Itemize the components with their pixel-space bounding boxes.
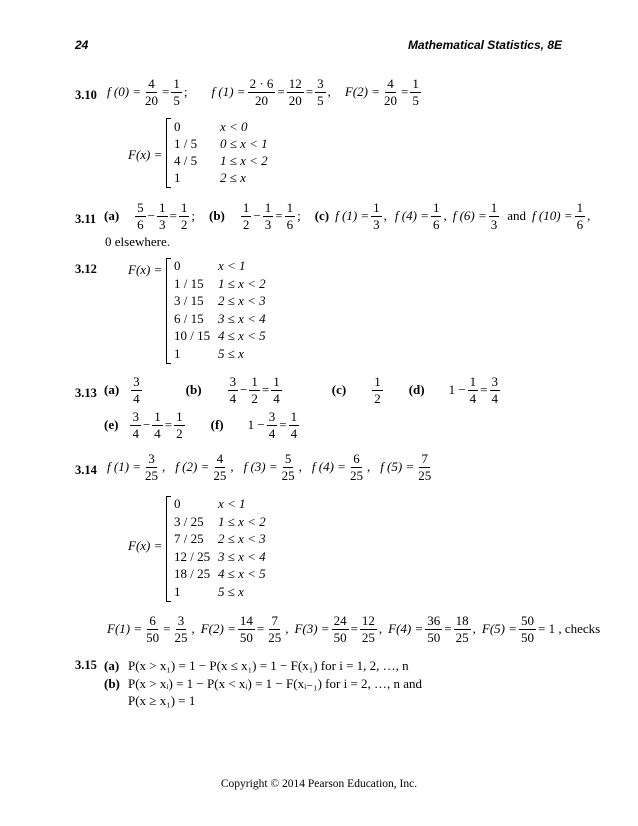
cdf-fraction	[144, 614, 161, 644]
cdf-row-value: 7 / 25	[174, 531, 204, 546]
cdf-value-lhs: F(1) =	[107, 621, 143, 636]
cdf-fraction-reduced	[172, 614, 189, 644]
p311-line2: 0 elsewhere.	[105, 234, 170, 249]
p315-b-text2: P(x ≥ x₁) = 1	[128, 693, 196, 708]
numerator: 6	[149, 612, 156, 628]
problem-number-3-10: 3.10	[75, 88, 97, 102]
separator: ,	[378, 621, 383, 636]
numerator: 18	[455, 612, 469, 628]
problem-number-3-15: 3.15	[75, 658, 97, 672]
pmf-fraction	[416, 452, 433, 482]
cdf-row-condition: 2 ≤ x < 3	[218, 293, 266, 308]
p313-label-d: (d)	[408, 382, 425, 397]
separator: ,	[162, 459, 166, 474]
numerator: 3	[177, 612, 185, 628]
p310-F2-frac: $\frac{4}{20}$	[383, 75, 397, 108]
p311-label-b: (b)	[208, 208, 225, 223]
cdf-row-condition: 4 ≤ x < 5	[218, 566, 266, 581]
numerator: 24	[333, 612, 347, 628]
cdf-row-value: 3 / 25	[174, 513, 204, 529]
cdf-row-condition: 3 ≤ x < 4	[218, 548, 266, 564]
cdf-row-value: 1	[174, 170, 181, 185]
p310-pmf-line: f (0) = $\frac{4}{20}$ = $\frac{1}{5}$ ; f (1) = $\frac{2 \cdot 6}{20}$ = $\frac{12}{20}$ = $\frac{3}{5}$ , F(2) = $\frac{4}{20}$ = $\frac{1}{5}$	[107, 75, 419, 108]
cdf-value-lhs: F(2) =	[200, 621, 236, 636]
page-number: 24	[75, 38, 89, 52]
separator: ,	[191, 621, 195, 636]
cdf-row-value: 18 / 25	[174, 566, 211, 581]
denominator: 50	[239, 629, 253, 645]
pmf-fraction	[280, 452, 297, 482]
copyright-footer: Copyright © 2014 Pearson Education, Inc.	[220, 778, 418, 790]
cdf-row-value: 4 / 5	[174, 153, 198, 168]
denominator: 25	[281, 467, 295, 483]
cdf-row-value: 6 / 15	[174, 310, 204, 326]
p315-b-text: P(x > xᵢ) = 1 − P(x < xᵢ) = 1 − F(xᵢ₋₁) for i = 2, …, n and	[128, 676, 423, 691]
pmf-fraction	[143, 452, 160, 482]
cdf-value-lhs: F(4) =	[388, 621, 424, 636]
cdf-row-value: 0	[174, 258, 181, 273]
cdf-row-condition: 2 ≤ x < 3	[218, 531, 266, 546]
p311-label-c: (c)	[314, 208, 330, 223]
cdf-fraction	[425, 614, 442, 644]
denominator: 50	[146, 629, 160, 645]
cdf-fraction-reduced	[454, 614, 471, 644]
cdf-row-condition: 1 ≤ x < 2	[218, 513, 266, 529]
p310-brace	[166, 118, 171, 188]
p310-F2-result: $\frac{1}{5}$	[412, 75, 419, 108]
p310-F2-lhs: F(2) =	[344, 84, 380, 99]
p314-cdf-values-line	[107, 614, 600, 644]
cdf-row-value: 1	[174, 345, 181, 361]
numerator: 14	[239, 612, 253, 628]
p313-label-b: (b)	[185, 382, 202, 397]
p313-label-a: (a)	[104, 382, 120, 397]
p314-cdf-lhs: F(x) =	[128, 538, 163, 553]
denominator: 25	[349, 467, 363, 483]
p310-f1-frac: $\frac{2 \cdot 6}{20}$	[249, 75, 274, 108]
p313-line1: (a) $\frac{3}{4}$ (b) $\frac{3}{4}$ − $\frac{1}{2}$ = $\frac{1}{4}$ (c) $\frac{1}{2}$ (d) 1 − $\frac{1}{4}$ = $\frac{3}{4}$	[104, 373, 499, 406]
denominator: 25	[455, 629, 469, 645]
p313-label-c: (c)	[331, 382, 347, 397]
cdf-row-condition: x < 0	[220, 119, 248, 134]
separator: ,	[472, 621, 476, 636]
equals: =	[256, 621, 265, 636]
separator: ,	[298, 459, 302, 474]
denominator: 25	[213, 467, 227, 483]
F5-tail: = 1 , checks	[538, 621, 601, 636]
cdf-row-value: 1	[174, 583, 181, 599]
numerator: 3	[148, 450, 155, 466]
numerator: 6	[353, 450, 360, 466]
numerator: 36	[427, 612, 441, 628]
denominator: 50	[427, 629, 441, 645]
problem-number-3-11: 3.11	[75, 212, 97, 226]
numerator: 7	[421, 450, 428, 466]
cdf-row-value: 1 / 5	[174, 136, 198, 151]
cdf-row-condition: 4 ≤ x < 5	[218, 328, 266, 343]
p310-cdf-lhs: F(x) =	[128, 147, 163, 162]
cdf-fraction	[332, 614, 349, 644]
cdf-row-condition: 5 ≤ x	[218, 345, 244, 361]
equals: =	[350, 621, 358, 636]
numerator: 7	[271, 612, 278, 628]
cdf-row-condition: x < 1	[218, 258, 246, 273]
cdf-row-value: 3 / 15	[174, 293, 204, 308]
book-title: Mathematical Statistics, 8E	[407, 38, 562, 52]
cdf-row-condition: 2 ≤ x	[220, 170, 246, 185]
denominator: 25	[268, 629, 282, 645]
p315-label-b: (b)	[104, 676, 120, 691]
cdf-row-value: 10 / 15	[174, 328, 211, 343]
problem-number-3-13: 3.13	[75, 386, 97, 400]
p314-brace	[166, 496, 171, 602]
p310-f1-lhs: f (1) =	[211, 84, 246, 99]
p313-line2: (e) $\frac{3}{4}$ − $\frac{1}{4}$ = $\frac{1}{2}$ (f) 1 − $\frac{3}{4}$ = $\frac{1}{4}$	[104, 408, 298, 441]
p312-cdf-lhs: F(x) =	[128, 262, 163, 277]
p315-a-text: P(x > x₁) = 1 − P(x ≤ x₁) = 1 − F(x₁) for i = 1, 2, …, n	[128, 658, 409, 673]
pmf-lhs: f (1) =	[107, 459, 142, 474]
p310-f1-frac2: $\frac{12}{20}$	[288, 75, 302, 108]
p310-f0-lhs: f (0) =	[107, 84, 142, 99]
problem-number-3-14: 3.14	[75, 463, 97, 477]
problem-number-3-12: 3.12	[75, 262, 97, 276]
p310-f0-frac: $\frac{4}{20}$	[145, 75, 159, 108]
cdf-row-value: 0	[174, 119, 181, 134]
F5-fraction	[519, 614, 536, 644]
p315-label-a: (a)	[104, 658, 120, 673]
separator: ,	[366, 459, 371, 474]
pmf-fraction	[211, 452, 228, 482]
p312-brace	[166, 258, 171, 364]
cdf-fraction	[238, 614, 255, 644]
p311-label-a: (a)	[104, 208, 120, 223]
cdf-row-condition: 1 ≤ x < 2	[218, 275, 266, 291]
equals: =	[163, 621, 171, 636]
pmf-lhs: f (4) =	[311, 459, 346, 474]
cdf-row-condition: 5 ≤ x	[218, 583, 244, 599]
F5-lhs: F(5) =	[481, 621, 517, 636]
cdf-row-condition: 0 ≤ x < 1	[220, 136, 268, 151]
p310-f1-result: $\frac{3}{5}$	[317, 75, 324, 108]
cdf-fraction-reduced	[266, 614, 283, 644]
p313-label-e: (e)	[104, 417, 119, 432]
cdf-row-value: 12 / 25	[174, 548, 211, 564]
separator: ,	[285, 621, 289, 636]
pmf-lhs: f (2) =	[175, 459, 210, 474]
cdf-row-value: 0	[174, 496, 181, 511]
p311-line: (a) $\frac{5}{6}$ − $\frac{1}{3}$ = $\frac{1}{2}$ ; (b) $\frac{1}{2}$ − $\frac{1}{3}$ = $\frac{1}{6}$ ; (c) f (1) = $\frac{1}{3}$ , f (4) = $\frac{1}{6}$ , f (6) = $\frac{1}{3}$ and f (10) = $\frac{1}{6}$ ,	[104, 199, 591, 232]
p313-label-f: (f)	[210, 417, 224, 432]
numerator: 4	[216, 450, 224, 466]
cdf-row-condition: 1 ≤ x < 2	[220, 153, 268, 168]
denominator: 25	[361, 629, 375, 645]
numerator: 50	[521, 612, 534, 628]
cdf-row-condition: 3 ≤ x < 4	[218, 310, 266, 326]
pmf-lhs: f (3) =	[243, 459, 278, 474]
cdf-row-value: 1 / 15	[174, 275, 204, 291]
p310-f0-result: $\frac{1}{5}$	[173, 75, 180, 108]
denominator: 25	[145, 467, 159, 483]
separator: ,	[230, 459, 234, 474]
p314-pmf-line	[107, 452, 445, 482]
numerator: 5	[284, 450, 292, 466]
denominator: 25	[174, 629, 188, 645]
pmf-lhs: f (5) =	[380, 459, 415, 474]
numerator: 12	[361, 612, 375, 628]
cdf-value-lhs: F(3) =	[294, 621, 330, 636]
denominator: 50	[521, 629, 534, 645]
denominator: 50	[333, 629, 347, 645]
cdf-row-condition: x < 1	[218, 496, 246, 511]
pmf-fraction	[348, 452, 365, 482]
cdf-fraction-reduced	[360, 614, 377, 644]
denominator: 25	[418, 467, 432, 483]
equals: =	[444, 621, 452, 636]
